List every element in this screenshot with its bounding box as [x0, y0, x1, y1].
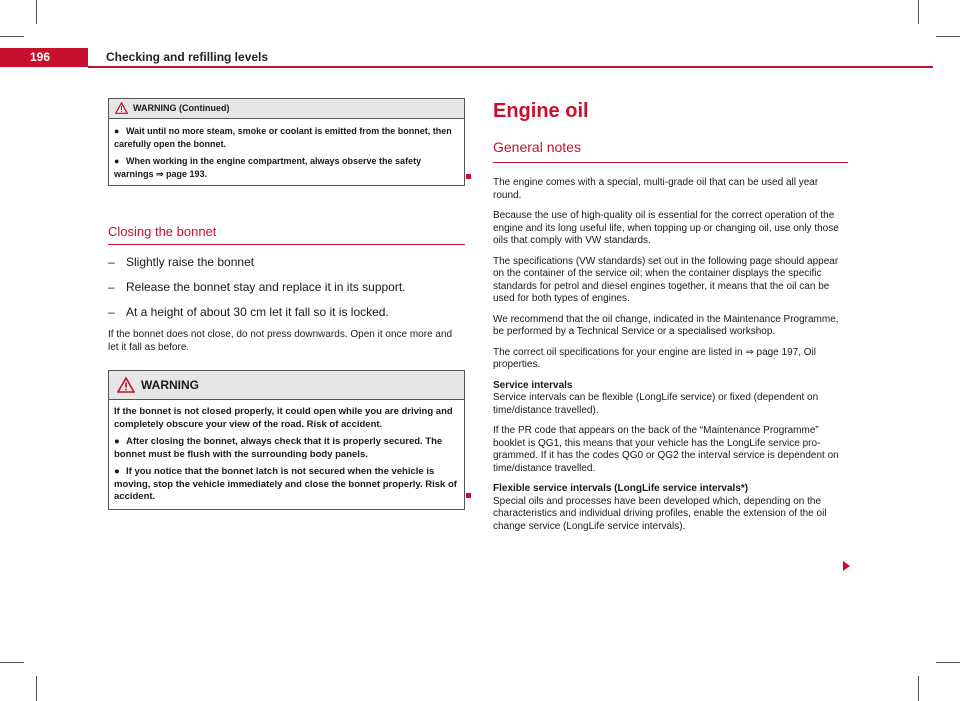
- paragraph: Special oils and processes have been developed which, depending on the characteristics and individual driving profiles, enable the extension of the oil change service (LongLife service intervals).: [493, 495, 827, 532]
- bullet: ●: [114, 126, 120, 136]
- crop-mark: [0, 36, 24, 37]
- right-column: [493, 98, 848, 541]
- section-rule: [493, 162, 848, 163]
- paragraph: The specifications (VW standards) set out in the following page should appear on the container of the service oil; when the container displays the specific standards for petrol and diesel engines together, it means that the oil can be used for both types of engines.: [493, 255, 839, 304]
- paragraph: Service intervals can be flexible (LongLife service) or fixed (dependent on time/distance travelled).: [493, 392, 819, 416]
- paragraph: The engine comes with a special, multi-grade oil that can be used all year round.: [493, 177, 819, 201]
- crop-mark: [36, 676, 37, 701]
- warning-item: [114, 436, 459, 461]
- warning-triangle-icon: [115, 102, 128, 114]
- step-text: Release the bonnet stay and replace it in its support.: [126, 280, 406, 294]
- crop-mark: [36, 0, 37, 24]
- bullet: ●: [114, 436, 120, 447]
- bullet: ●: [114, 156, 120, 166]
- header-rule: [88, 66, 933, 68]
- page-title: Checking and refilling levels: [106, 50, 269, 64]
- chapter-title: Engine oil: [493, 100, 589, 122]
- paragraph: The correct oil specifications for your engine are listed in ⇒ page 197, Oil properties.: [493, 346, 816, 370]
- bullet: ●: [114, 466, 120, 477]
- warning-continued-item: [114, 125, 459, 150]
- page-number: 196: [0, 48, 88, 67]
- warning-title: WARNING: [141, 378, 199, 392]
- section-heading-closing: Closing the bonnet: [108, 224, 217, 239]
- section-rule: [108, 244, 465, 245]
- crop-mark: [918, 0, 919, 24]
- left-column: [108, 98, 465, 510]
- warning-triangle-icon: [117, 377, 135, 393]
- step-text: Slightly raise the bonnet: [126, 255, 255, 269]
- warning-box: [108, 370, 465, 510]
- closing-note: If the bonnet does not close, do not press downwards. Open it once more and let it fall as before.: [108, 329, 453, 353]
- section-end-marker: [466, 493, 471, 498]
- subheading-flexible-intervals: Flexible service intervals (LongLife service intervals*): [493, 483, 749, 494]
- crop-mark: [918, 676, 919, 701]
- step-item: – Slightly raise the bonnet: [108, 255, 255, 269]
- warning-continued-body: [109, 119, 464, 185]
- warning-continued-header: [109, 99, 464, 119]
- crop-mark: [0, 662, 24, 663]
- warning-continued-item: [114, 155, 459, 180]
- warning-text: If you notice that the bonnet latch is not secured when the vehicle is moving, stop the vehicle immediately and close the bonnet properly. Risk of accident.: [114, 466, 457, 502]
- step-text: At a height of about 30 cm let it fall so it is locked.: [126, 305, 389, 319]
- warning-text: Wait until no more steam, smoke or coolant is emitted from the bonnet, then carefully open the bonnet.: [114, 126, 452, 149]
- warning-item: [114, 466, 459, 504]
- warning-body: [109, 400, 464, 509]
- warning-text: When working in the engine compartment, always observe the safety warnings ⇒ page 193.: [114, 156, 422, 179]
- continued-arrow-icon: [843, 561, 850, 571]
- warning-continued-title: WARNING (Continued): [133, 103, 230, 113]
- paragraph: Because the use of high-quality oil is essential for the correct operation of the engine and its long useful life, when topping up or changing oil, use only those oils that comply with VW standards.: [493, 210, 839, 246]
- paragraph: If the PR code that appears on the back of the “Maintenance Programme” booklet is QG1, this means that your vehicle has the LongLife service programmed. If it has the codes QG0 or QG2 the interval service is dependent on time/distance travelled.: [493, 425, 839, 474]
- section-end-marker: [466, 174, 471, 179]
- crop-mark: [936, 662, 960, 663]
- crop-mark: [936, 36, 960, 37]
- paragraph: We recommend that the oil change, indicated in the Maintenance Programme, be performed by a Technical Service or a specialised workshop.: [493, 313, 839, 337]
- warning-text: After closing the bonnet, always check that it is properly secured. The bonnet must be flush with the surrounding body panels.: [114, 436, 443, 460]
- warning-continued-box: [108, 98, 465, 186]
- section-heading-general-notes: General notes: [493, 139, 581, 155]
- warning-header: [109, 371, 464, 400]
- subheading-service-intervals: Service intervals: [493, 379, 573, 391]
- step-item: – Release the bonnet stay and replace it in its support.: [108, 280, 406, 294]
- warning-intro: If the bonnet is not closed properly, it could open while you are driving and completely obscure your view of the road. Risk of accident.: [114, 406, 453, 430]
- step-item: – At a height of about 30 cm let it fall so it is locked.: [108, 305, 389, 319]
